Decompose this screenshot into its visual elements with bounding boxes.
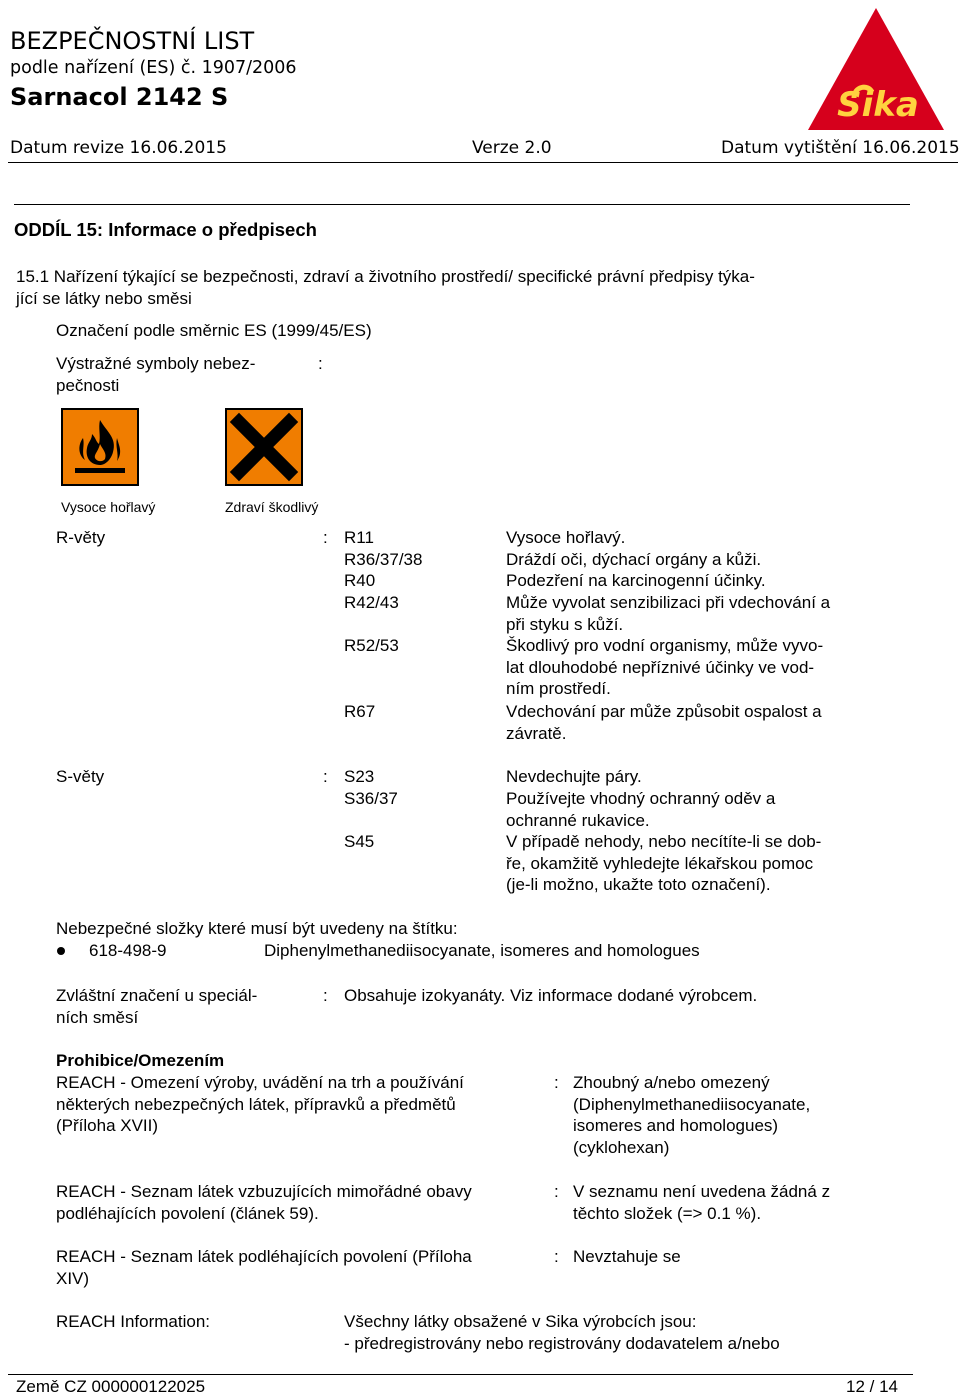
r-code-r40: R40 xyxy=(344,571,376,590)
subsection-title-line1: 15.1 Nařízení týkající se bezpečnosti, zdraví a životního prostředí/ specifické právní předpisy týka- xyxy=(16,267,755,286)
header-divider xyxy=(8,162,958,163)
restriction-value-svhc xyxy=(573,1181,830,1224)
r-text-r52-53 xyxy=(506,635,823,700)
restrictions-heading: Prohibice/Omezením xyxy=(56,1051,225,1070)
reach-info-label: REACH Information: xyxy=(56,1312,210,1331)
restriction-label-annex-xiv xyxy=(56,1246,472,1289)
hazardous-ec-number: 618-498-9 xyxy=(89,941,167,960)
s-text-s45-line: ře, okamžitě vyhledejte lékařskou pomoc xyxy=(506,853,814,873)
restriction-value-line: V seznamu není uvedena žádná z xyxy=(573,1182,831,1201)
r-text-r42-43 xyxy=(506,592,830,635)
r-text-r40: Podezření na karcinogenní účinky. xyxy=(506,571,766,590)
restriction-colon: : xyxy=(554,1247,559,1266)
restriction-value-annex-xvii xyxy=(573,1072,810,1158)
r-text-r52-53-line: ním prostředí. xyxy=(506,679,611,698)
r-text-r67-line: Vdechování par může způsobit ospalost a xyxy=(506,702,822,721)
restriction-label-line: REACH - Seznam látek vzbuzujících mimořádné obavy xyxy=(56,1182,472,1201)
s-code-s36-37: S36/37 xyxy=(344,789,398,808)
r-phrases-label: R-věty xyxy=(56,528,106,547)
print-date: Datum vytištění 16.06.2015 xyxy=(721,138,960,158)
footer-country: Země CZ 000000122025 xyxy=(16,1377,206,1396)
restriction-label-line: (Příloha XVII) xyxy=(56,1116,159,1135)
r-text-r36-37-38: Dráždí oči, dýchací orgány a kůži. xyxy=(506,550,762,569)
s-code-s23: S23 xyxy=(344,767,375,786)
hazardous-substance-name: Diphenylmethanediisocyanate, isomeres and homologues xyxy=(264,941,700,960)
product-name: Sarnacol 2142 S xyxy=(10,83,229,111)
s-phrases-label: S-věty xyxy=(56,767,105,786)
r-text-r11: Vysoce hořlavý. xyxy=(506,528,626,547)
r-text-r42-43-line: Může vyvolat senzibilizaci při vdechování a xyxy=(506,593,831,612)
r-text-r67-line: závratě. xyxy=(506,723,567,743)
r-text-r52-53-line: Škodlivý pro vodní organismy, může vyvo- xyxy=(506,636,824,655)
flame-icon xyxy=(61,408,139,486)
restriction-label-line: XIV) xyxy=(56,1268,90,1288)
restriction-value-line: (Diphenylmethanediisocyanate, xyxy=(573,1094,811,1114)
r-phrases-colon: : xyxy=(323,528,328,547)
r-text-r42-43-line: při styku s kůží. xyxy=(506,614,624,634)
restriction-value-line: těchto složek (=> 0.1 %). xyxy=(573,1203,762,1223)
symbols-label-line2: pečnosti xyxy=(56,376,120,395)
special-colon: : xyxy=(323,986,328,1005)
regulation-reference: podle nařízení (ES) č. 1907/2006 xyxy=(10,58,297,78)
version: Verze 2.0 xyxy=(472,138,552,158)
section-title: ODDÍL 15: Informace o předpisech xyxy=(14,219,317,240)
flammable-caption: Vysoce hořlavý xyxy=(61,499,156,515)
sika-logo-graphic xyxy=(806,6,946,132)
restriction-label-line: podléhajících povolení (článek 59). xyxy=(56,1203,319,1223)
restriction-label-line: REACH - Omezení výroby, uvádění na trh a používání xyxy=(56,1073,464,1092)
r-code-r11: R11 xyxy=(344,528,374,547)
symbols-colon: : xyxy=(318,354,323,373)
special-label-line1: Zvláštní značení u speciál- xyxy=(56,986,258,1005)
restriction-value-annex-xiv: Nevztahuje se xyxy=(573,1247,681,1266)
s-text-s36-37-line: ochranné rukavice. xyxy=(506,810,650,830)
harmful-caption: Zdraví škodlivý xyxy=(225,499,319,515)
restriction-value-line: (cyklohexan) xyxy=(573,1137,670,1157)
restriction-colon: : xyxy=(554,1073,559,1092)
page-number: 12 / 14 xyxy=(846,1377,898,1396)
harmful-pictogram xyxy=(225,408,303,486)
revision-date: Datum revize 16.06.2015 xyxy=(10,138,227,158)
special-label-line2: ních směsí xyxy=(56,1008,139,1027)
restriction-colon: : xyxy=(554,1182,559,1201)
s-text-s45-line: (je-li možno, ukažte toto označení). xyxy=(506,875,771,894)
restriction-label-annex-xvii xyxy=(56,1072,464,1137)
r-text-r52-53-line: lat dlouhodobé nepříznivé účinky ve vod- xyxy=(506,657,815,677)
s-text-s23: Nevdechujte páry. xyxy=(506,767,642,786)
logo-lettering: Sika xyxy=(837,85,919,125)
sika-logo xyxy=(806,6,946,132)
restriction-value-line: Zhoubný a/nebo omezený xyxy=(573,1073,770,1092)
r-code-r42-43: R42/43 xyxy=(344,593,399,612)
reach-info-value xyxy=(344,1311,780,1354)
s-text-s36-37 xyxy=(506,788,775,831)
s-code-s45: S45 xyxy=(344,832,375,851)
document-title: BEZPEČNOSTNÍ LIST xyxy=(10,27,255,55)
r-code-r67: R67 xyxy=(344,702,376,721)
s-phrases-colon: : xyxy=(323,767,328,786)
r-code-r36-37-38: R36/37/38 xyxy=(344,550,423,569)
restriction-label-svhc xyxy=(56,1181,472,1224)
flammable-pictogram xyxy=(61,408,139,486)
restriction-value-line: isomeres and homologues) xyxy=(573,1116,779,1135)
r-text-r67 xyxy=(506,701,822,744)
reach-info-line: Všechny látky obsažené v Sika výrobcích jsou: xyxy=(344,1312,697,1331)
special-value: Obsahuje izokyanáty. Viz informace dodané výrobcem. xyxy=(344,986,758,1005)
s-text-s36-37-line: Používejte vhodný ochranný oděv a xyxy=(506,789,776,808)
symbols-label-line1: Výstražné symboly nebez- xyxy=(56,354,256,373)
footer-divider xyxy=(8,1374,913,1375)
cross-icon xyxy=(225,408,303,486)
r-code-r52-53: R52/53 xyxy=(344,636,399,655)
bullet-icon xyxy=(57,947,65,955)
subsection-title-line2: jící se látky nebo směsi xyxy=(16,289,192,308)
labeling-heading: Označení podle směrnic ES (1999/45/ES) xyxy=(56,321,372,340)
s-text-s45-line: V případě nehody, nebo necítíte-li se dob- xyxy=(506,832,822,851)
restriction-label-line: REACH - Seznam látek podléhajících povolení (Příloha xyxy=(56,1247,472,1266)
restriction-label-line: některých nebezpečných látek, přípravků a předmětů xyxy=(56,1094,456,1114)
section-title-underline xyxy=(14,204,910,205)
hazardous-heading: Nebezpečné složky které musí být uvedeny na štítku: xyxy=(56,919,458,938)
s-text-s45 xyxy=(506,831,821,896)
reach-info-line: - předregistrovány nebo registrovány dodavatelem a/nebo xyxy=(344,1333,780,1353)
